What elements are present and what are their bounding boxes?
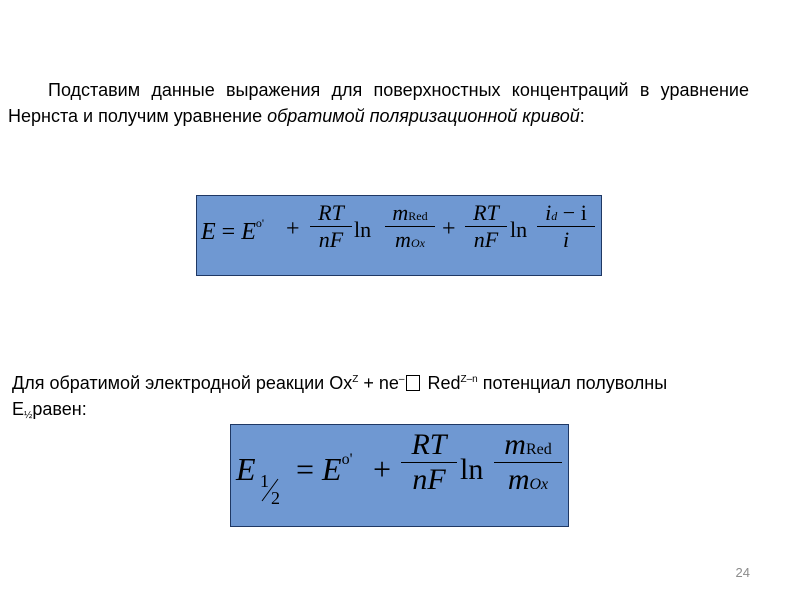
eq2-half-numerator: 1 — [260, 471, 269, 491]
equation-box-nernst — [196, 195, 602, 276]
eq1-fraction-rt-nf-2: $\frac{RT}{nF}$ — [465, 200, 507, 253]
eq1-fraction-mred-mox: mRed mOx — [385, 200, 435, 253]
page-number: 24 — [735, 565, 750, 580]
arrow-symbol — [406, 375, 420, 391]
eq1-ln1: ln — [354, 217, 372, 242]
eq2-half-denominator: 2 — [271, 488, 280, 508]
eq1-plus2: + — [442, 216, 456, 242]
eq1-ln2: ln — [510, 217, 528, 242]
eq1-plus1: + — [286, 216, 300, 242]
eq2-lhs: E — [236, 451, 256, 487]
half-wave-paragraph: Для обратимой электродной реакции $Ox^Z + ne^-$ Red$^{Z-n}$ потенциал полуволны $E_{\frac{1}{2}}равен$: — [12, 373, 668, 421]
intro-italic-term: обратимой поляризационной кривой — [267, 106, 580, 126]
eq1-lhs: $E = E^{o'}$ — [201, 216, 265, 245]
intro-paragraph — [8, 77, 749, 129]
eq2-ln: ln — [460, 453, 484, 486]
eq2-plus: + — [373, 451, 392, 487]
eq2-fraction-rt-nf: $\frac{RT}{nF}$ — [401, 428, 457, 497]
intro-text: Подставим данные выражения для поверхностных концентраций в уравнение Нернста и получим уравнение — [8, 80, 749, 126]
eq1-fraction-rt-nf: $\frac{RT}{nF}$ — [310, 200, 352, 253]
intro-colon: : — [579, 106, 585, 126]
equation-box-half-wave — [230, 424, 569, 527]
eq2-rhs-start: = $E^{o'}$ — [296, 451, 353, 487]
eq2-fraction-mred-mox: mRed mOx — [494, 428, 562, 497]
eq1-fraction-id-i: $\frac{id - i}{i}$ — [537, 200, 595, 253]
